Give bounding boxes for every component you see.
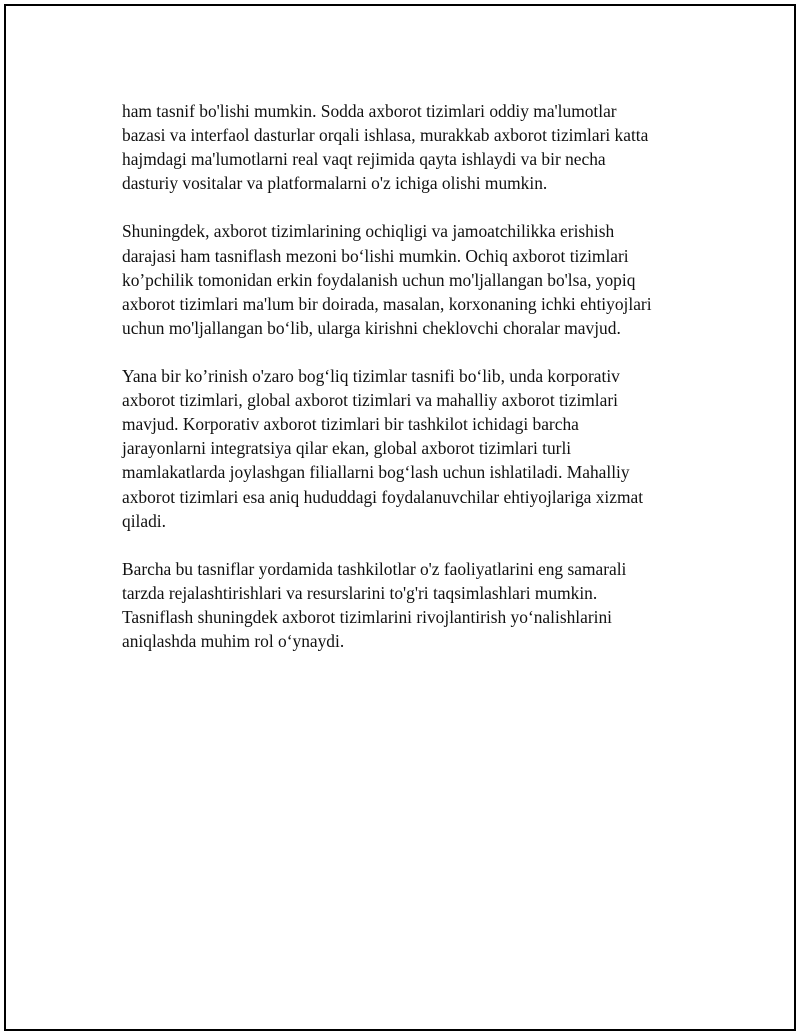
paragraph-classification-openness: Shuningdek, axborot tizimlarining ochiqligi va jamoatchilikka erishish darajasi ham tasniflash mezoni bo‘lishi mumkin. Ochiq axborot tizimlari ko’pchilik tomonidan erkin foydalanish uchun mo'ljallangan bo'lsa, yopiq axborot tizimlari ma'lum bir doirada, masalan, korxonaning ichki ehtiyojlari uchun mo'ljallangan bo‘lib, ularga kirishni cheklovchi choralar mavjud.: [122, 221, 652, 338]
document-body: [122, 99, 692, 677]
paragraph-classification-interconnected: Yana bir ko’rinish o'zaro bog‘liq tizimlar tasnifi bo‘lib, unda korporativ axborot tizimlari, global axborot tizimlari va mahalliy axborot tizimlari mavjud. Korporativ axborot tizimlari bir tashkilot ichidagi barcha jarayonlarni integratsiya qilar ekan, global axborot tizimlari turli mamlakatlarda joylashgan filiallarni bog‘lash uchun ishlatiladi. Mahalliy axborot tizimlari esa aniq hududdagi foydalanuvchilar ehtiyojlariga xizmat qiladi.: [122, 366, 644, 531]
paragraph-conclusion: Barcha bu tasniflar yordamida tashkilotlar o'z faoliyatlarini eng samarali tarzda rejalashtirishlari va resurslarini to'g'ri taqsimlashlari mumkin. Tasniflash shuningdek axborot tizimlarini rivojlantirish yo‘nalishlarini aniqlashda muhim rol o‘ynaydi.: [122, 558, 627, 652]
paragraph-classification-complexity: ham tasnif bo'lishi mumkin. Sodda axborot tizimlari oddiy ma'lumotlar bazasi va interfaol dasturlar orqali ishlasa, murakkab axborot tizimlari katta hajmdagi ma'lumotlarni real vaqt rejimida qayta ishlaydi va bir necha dasturiy vositalar va platformalarni o'z ichiga olishi mumkin.: [122, 101, 649, 194]
page-frame: [4, 4, 796, 1031]
